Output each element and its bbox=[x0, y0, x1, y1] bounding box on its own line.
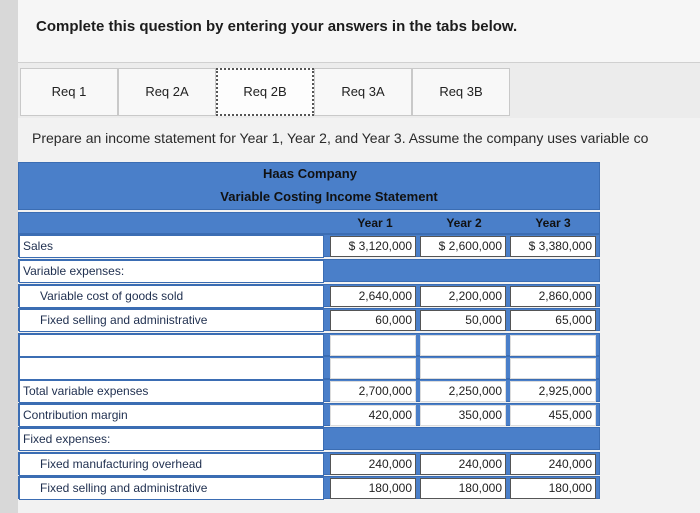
empty-label-2[interactable] bbox=[19, 357, 324, 380]
instructions-text: Prepare an income statement for Year 1, Year 2, and Year 3. Assume the company uses variable co bbox=[32, 130, 649, 146]
fixed-sga-year-2-input[interactable]: 180,000 bbox=[420, 478, 506, 499]
year-header-row bbox=[18, 212, 600, 234]
sales-label: Sales bbox=[19, 235, 324, 258]
empty-row-1 bbox=[18, 333, 600, 356]
fixed-expenses-label: Fixed expenses: bbox=[19, 428, 324, 451]
tab-req-2b[interactable]: Req 2B bbox=[216, 68, 314, 116]
empty-row-2-year-3-input[interactable] bbox=[510, 358, 596, 379]
empty-row-1-year-1-input[interactable] bbox=[330, 335, 416, 356]
var-sga-row bbox=[18, 308, 600, 331]
tab-req-3b[interactable]: Req 3B bbox=[412, 68, 510, 116]
variable-expenses-row bbox=[18, 259, 600, 282]
empty-row-1-year-2-input[interactable] bbox=[420, 335, 506, 356]
header-title: Complete this question by entering your answers in the tabs below. bbox=[36, 18, 518, 35]
fixed-sga-year-1-input[interactable]: 180,000 bbox=[330, 478, 416, 499]
fixed-mfg-label: Fixed manufacturing overhead bbox=[19, 453, 324, 476]
sales-year-3-input[interactable]: $ 3,380,000 bbox=[510, 236, 596, 257]
var-cogs-year-2-input[interactable]: 2,200,000 bbox=[420, 286, 506, 307]
var-cogs-year-1-input[interactable]: 2,640,000 bbox=[330, 286, 416, 307]
tab-req-3a[interactable]: Req 3A bbox=[314, 68, 412, 116]
var-cogs-label: Variable cost of goods sold bbox=[19, 285, 324, 308]
company-name: Haas Company bbox=[263, 166, 357, 181]
empty-row-2-year-2-input[interactable] bbox=[420, 358, 506, 379]
empty-row-2-year-1-input[interactable] bbox=[330, 358, 416, 379]
empty-row-1-year-3-input[interactable] bbox=[510, 335, 596, 356]
contribution-margin-label: Contribution margin bbox=[19, 404, 324, 427]
variable-expenses-label: Variable expenses: bbox=[19, 260, 324, 283]
var-sga-year-3-input[interactable]: 65,000 bbox=[510, 310, 596, 331]
tab-req-1[interactable]: Req 1 bbox=[20, 68, 118, 116]
sales-year-1-input[interactable]: $ 3,120,000 bbox=[330, 236, 416, 257]
fixed-sga-label: Fixed selling and administrative bbox=[19, 477, 324, 500]
total-variable-year-3: 2,925,000 bbox=[510, 381, 596, 402]
contribution-margin-year-1: 420,000 bbox=[330, 405, 416, 426]
fixed-sga-row bbox=[18, 476, 600, 499]
tab-req-2a[interactable]: Req 2A bbox=[118, 68, 216, 116]
var-cogs-row bbox=[18, 284, 600, 307]
total-variable-year-2: 2,250,000 bbox=[420, 381, 506, 402]
contribution-margin-row bbox=[18, 403, 600, 426]
contribution-margin-year-3: 455,000 bbox=[510, 405, 596, 426]
sales-year-2-input[interactable]: $ 2,600,000 bbox=[420, 236, 506, 257]
total-variable-row bbox=[18, 379, 600, 402]
fixed-mfg-year-1-input[interactable]: 240,000 bbox=[330, 454, 416, 475]
question-header bbox=[18, 0, 700, 63]
var-sga-label: Fixed selling and administrative bbox=[19, 309, 324, 332]
var-cogs-year-3-input[interactable]: 2,860,000 bbox=[510, 286, 596, 307]
year-1-header: Year 1 bbox=[357, 216, 393, 230]
var-sga-year-2-input[interactable]: 50,000 bbox=[420, 310, 506, 331]
year-2-header: Year 2 bbox=[446, 216, 482, 230]
statement-title: Variable Costing Income Statement bbox=[220, 189, 438, 204]
empty-row-2 bbox=[18, 356, 600, 379]
total-variable-year-1: 2,700,000 bbox=[330, 381, 416, 402]
statement-header bbox=[18, 162, 600, 210]
contribution-margin-year-2: 350,000 bbox=[420, 405, 506, 426]
fixed-expenses-row bbox=[18, 427, 600, 450]
var-sga-year-1-input[interactable]: 60,000 bbox=[330, 310, 416, 331]
left-margin bbox=[0, 0, 18, 513]
sales-row bbox=[18, 234, 600, 257]
fixed-sga-year-3-input[interactable]: 180,000 bbox=[510, 478, 596, 499]
total-variable-label: Total variable expenses bbox=[19, 380, 324, 403]
empty-label-1[interactable] bbox=[19, 334, 324, 357]
fixed-mfg-row bbox=[18, 452, 600, 475]
fixed-mfg-year-3-input[interactable]: 240,000 bbox=[510, 454, 596, 475]
fixed-mfg-year-2-input[interactable]: 240,000 bbox=[420, 454, 506, 475]
year-3-header: Year 3 bbox=[535, 216, 571, 230]
